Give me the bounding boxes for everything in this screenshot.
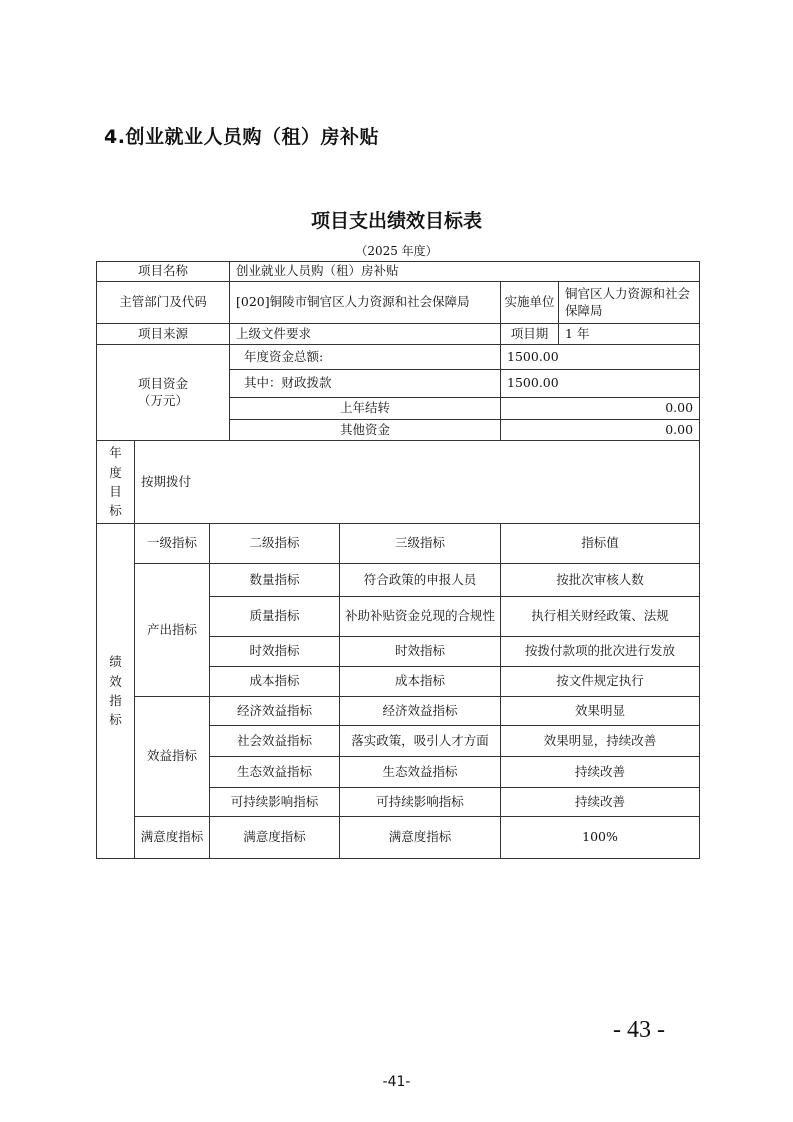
level2-cell: 质量指标 [210,597,340,637]
level3-cell: 经济效益指标 [340,697,501,726]
annual-total-value: 1500.00 [501,345,700,370]
header-level2: 二级指标 [210,524,340,564]
value-cell: 执行相关财经政策、法规 [501,597,700,637]
table-row [97,262,700,282]
fiscal-label: 其中：财政拨款 [230,370,501,398]
project-name-label: 项目名称 [97,262,230,282]
table-row [97,564,700,597]
table-row [97,441,700,524]
table-row [97,697,700,726]
dept-value: [020]铜陵市铜官区人力资源和社会保障局 [230,282,501,324]
dept-label: 主管部门及代码 [97,282,230,324]
printed-page-number: - 43 - [613,1017,665,1043]
header-level1: 一级指标 [135,524,210,564]
annual-total-label: 年度资金总额: [230,345,501,370]
level2-cell: 社会效益指标 [210,726,340,757]
other-funds-value: 0.00 [501,420,700,441]
indicators-char: 标 [109,712,122,728]
project-name-value: 创业就业人员购（租）房补贴 [230,262,700,282]
other-funds-label: 其他资金 [230,420,501,441]
level2-cell: 时效指标 [210,637,340,667]
table-row [97,524,700,564]
indicators-char: 绩 [109,654,122,670]
level2-cell: 成本指标 [210,667,340,697]
level3-cell: 可持续影响指标 [340,788,501,817]
level3-cell: 落实政策，吸引人才方面 [340,726,501,757]
output-indicator-label: 产出指标 [135,564,210,697]
value-cell: 持续改善 [501,788,700,817]
level2-cell: 满意度指标 [210,817,340,859]
table-row [97,324,700,345]
value-cell: 持续改善 [501,757,700,788]
annual-goal-char: 年 [109,445,122,461]
table-row [97,345,700,370]
performance-table [96,261,700,859]
table-row [97,817,700,859]
table-row [97,282,700,324]
annual-goal-char: 目 [109,484,122,499]
indicators-char: 指 [109,693,122,708]
value-cell: 效果明显，持续改善 [501,726,700,757]
level3-cell: 时效指标 [340,637,501,667]
value-cell: 按文件规定执行 [501,667,700,697]
level3-cell: 符合政策的申报人员 [340,564,501,597]
level2-cell: 数量指标 [210,564,340,597]
carryover-label: 上年结转 [230,398,501,420]
value-cell: 效果明显 [501,697,700,726]
level3-cell: 满意度指标 [340,817,501,859]
indicators-label [97,524,135,859]
funds-label-line1: 项目资金 [138,375,189,391]
level3-cell: 生态效益指标 [340,757,501,788]
annual-goal-value: 按期拨付 [135,441,700,524]
period-value: 1 年 [559,324,700,345]
source-label: 项目来源 [97,324,230,345]
section-heading: 4.创业就业人员购（租）房补贴 [104,126,379,148]
period-label: 项目期 [501,324,559,345]
header-value: 指标值 [501,524,700,564]
indicators-char: 效 [109,673,122,689]
footer-page-number: -41- [382,1074,411,1090]
annual-goal-char: 度 [109,464,122,480]
funds-label-line2: （万元） [138,392,189,408]
fiscal-value: 1500.00 [501,370,700,398]
header-level3: 三级指标 [340,524,501,564]
level2-cell: 可持续影响指标 [210,788,340,817]
value-cell: 按拨付款项的批次进行发放 [501,637,700,667]
value-cell: 按批次审核人数 [501,564,700,597]
table-year: （2025 年度） [355,244,438,258]
level3-cell: 成本指标 [340,667,501,697]
carryover-value: 0.00 [501,398,700,420]
impl-unit-value: 铜官区人力资源和社会保障局 [559,282,700,324]
level2-cell: 经济效益指标 [210,697,340,726]
impl-unit-label: 实施单位 [501,282,559,324]
funds-label [97,345,230,441]
benefit-indicator-label: 效益指标 [135,697,210,817]
table-title: 项目支出绩效目标表 [310,210,482,232]
annual-goal-label [97,441,135,524]
level3-cell: 补助补贴资金兑现的合规性 [340,597,501,637]
annual-goal-char: 标 [109,503,122,519]
satisfaction-indicator-label: 满意度指标 [135,817,210,859]
source-value: 上级文件要求 [230,324,501,345]
level2-cell: 生态效益指标 [210,757,340,788]
value-cell: 100% [501,817,700,859]
